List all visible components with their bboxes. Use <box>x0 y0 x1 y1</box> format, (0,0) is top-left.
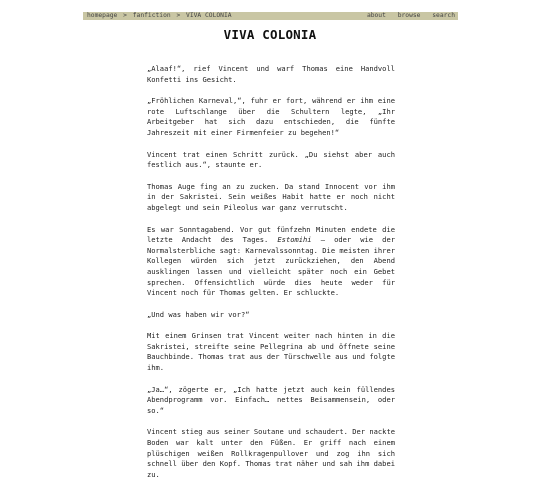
top-nav-bar <box>83 12 458 20</box>
search-link[interactable]: search <box>432 12 455 19</box>
story-title: VIVA COLONIA <box>223 27 317 42</box>
breadcrumb-current-page: VIVA COLONIA <box>186 12 232 19</box>
breadcrumb-separator: > <box>123 12 127 19</box>
story-paragraph: „Und was haben wir vor?“ <box>147 309 250 319</box>
breadcrumb-homepage-link[interactable]: homepage <box>87 12 118 19</box>
breadcrumb-separator: > <box>176 12 181 19</box>
browse-link[interactable]: browse <box>397 12 421 19</box>
story-paragraph: „Ja…“, zögerte er, „Ich hatte jetzt auch kein füllendes Abendprogramm vor. Einfach… nettes Beisammensein, oder so.“ <box>147 384 395 415</box>
about-link[interactable]: about <box>366 12 386 19</box>
story-paragraph: Vincent trat einen Schritt zurück. „Du siehst aber auch festlich aus.“, staunte er. <box>147 149 395 170</box>
italic-term: Estomihi <box>277 235 312 245</box>
story-paragraph: Vincent stieg aus seiner Soutane und schaudert. Der nackte Boden war kalt unter den Füßen. Er griff nach einem plüschigen weißen Rollkragenpullover und zog ihn sich schnell über den Kopf. Thomas trat näher und sah ihm dabei zu. <box>147 427 395 479</box>
story-paragraph: Es war Sonntagabend. Vor gut fünfzehn Minuten endete die letzte Andacht des Tages. Estomihi — oder wie der Normalsterbliche sagt: Karnevalssonntag. Die meisten ihrer Kollegen würden sich jetzt zurückziehen, den Abend ausklingen lassen und vielleicht später noch ein Gebet sprechen. Offensichtlich würde dies heute weder für Vincent noch für Thomas gelten. Er schluckte. <box>147 224 395 298</box>
story-text <box>147 64 395 491</box>
site-links <box>359 12 458 20</box>
breadcrumb-fanfiction-link[interactable]: fanfiction <box>132 12 171 19</box>
story-paragraph: Thomas Auge fing an zu zucken. Da stand Innocent vor ihm in der Sakristei. Sein weißes Habit hatte er noch nicht abgelegt und sein Pileolus war ganz verrutscht. <box>147 181 395 212</box>
story-paragraph: „Fröhlichen Karneval,“, fuhr er fort, während er ihm eine rote Luftschlange über die Schultern legte, „Ihr Arbeitgeber hat sich dazu entschieden, die fünfte Jahreszeit mit einer Firmenfeier zu begehen!“ <box>147 96 395 137</box>
story-paragraph: „Alaaf!“, rief Vincent und warf Thomas eine Handvoll Konfetti ins Gesicht. <box>147 64 395 84</box>
story-paragraph: Mit einem Grinsen trat Vincent weiter nach hinten in die Sakristei, streifte seine Pellegrina ab und öffnete seine Bauchbinde. Thomas trat aus der Türschwelle aus und folgte ihm. <box>147 331 395 373</box>
breadcrumb <box>83 12 232 20</box>
